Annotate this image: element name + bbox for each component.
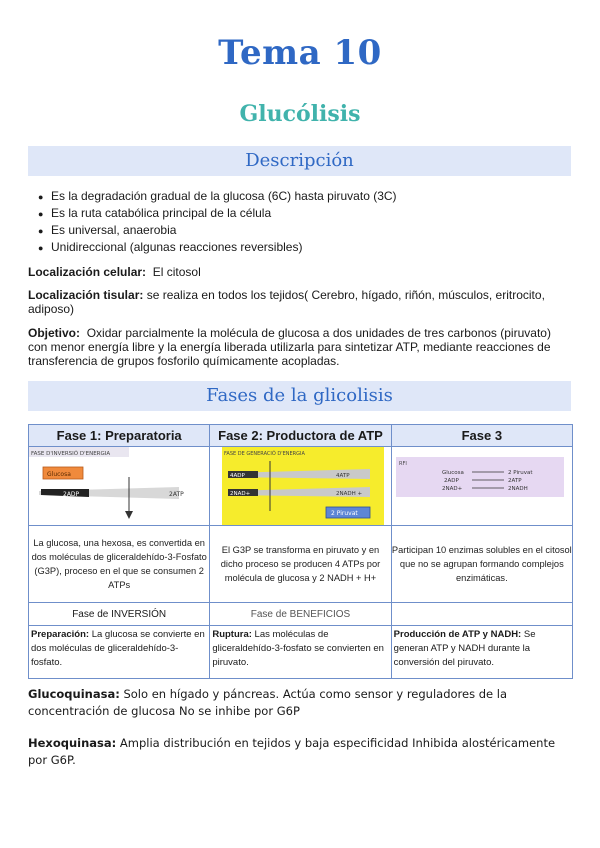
hexoquinasa: Hexoquinasa: Amplia distribución en tejidos y baja especificidad Inhibida alostéricamente por G6P. [28,736,556,767]
list-item: ● Es la degradación gradual de la glucosa (6C) hasta piruvato (3C) [38,188,397,205]
fase1-description: La glucosa, una hexosa, es convertida en dos moléculas de gliceraldehído-3-Fosfato (G3P), proceso en el que se consumen 2 ATPs [29,526,210,603]
descripcion-bullet-list [38,188,397,256]
fase2-diagram [210,447,391,526]
column-header-fase2: Fase 2: Productora de ATP [210,425,391,447]
fase1-atp-label: 2ATP [169,491,184,498]
bullet-icon: ● [38,192,44,202]
fase3-glucosa-label: Glucosa [441,470,464,476]
localizacion-celular: Localización celular: El citosol [28,265,201,279]
fase2-adp-label: 4ADP [230,473,246,479]
fase1-summary: Preparación: La glucosa se convierte en dos moléculas de gliceraldehído-3-fosfato. [29,626,210,679]
fase3-description: Participan 10 enzimas solubles en el citosol que no se agrupan formando complejos enzimáticas. [391,526,572,603]
page-title: Tema 10 [218,33,382,73]
fases-heading: Fases de la glicolisis [28,381,571,411]
bullet-icon: ● [38,243,44,253]
fase3-diagram-label: RFI [398,461,407,467]
fase2-type: Fase de BENEFICIOS [210,603,391,626]
list-item: ● Es universal, anaerobia [38,222,397,239]
fases-table [28,424,573,679]
bullet-icon: ● [38,209,44,219]
fase3-diagram [391,447,572,526]
fase1-diagram [29,447,210,526]
page-subtitle: Glucólisis [239,101,361,127]
fase2-atp-label: 4ATP [336,473,350,479]
fase3-piruvat-label: 2 Piruvat [507,470,533,476]
fase1-glucosa-label: Glucosa [47,471,71,478]
fase1-adp-label: 2ADP [63,491,80,498]
fase2-description: El G3P se transforma en piruvato y en dicho proceso se producen 4 ATPs por molécula de glucosa y 2 NADH + H+ [210,526,391,603]
fase2-nad-label: 2NAD+ [230,491,251,497]
fase3-atp-label: 2ATP [507,478,522,484]
fase2-nadh-label: 2NADH + [336,491,363,497]
objetivo: Objetivo: Oxidar parcialmente la molécula de glucosa a dos unidades de tres carbonos (piruvato) con menor energía libre y la energía liberada utilizarla para sintetizar ATP, mediante reacciones de transferencia de grupos fosforilo químicamente acopladas. [28,326,551,368]
column-header-fase3: Fase 3 [391,425,572,447]
fase3-type [391,603,572,626]
descripcion-heading: Descripción [28,146,571,176]
fase1-type: Fase de INVERSIÓN [29,603,210,626]
fase2-diagram-label: FASE DE GENERACIÓ D'ENERGIA [224,451,306,457]
fase1-diagram-label: FASE D'INVERSIÓ D'ENERGIA [31,451,111,457]
glucoquinasa: Glucoquinasa: Solo en hígado y páncreas. Actúa como sensor y reguladores de la concentración de glucosa No se inhibe por G6P [28,687,508,718]
fase2-summary: Ruptura: Las moléculas de gliceraldehído-3-fosfato se convierten en piruvato. [210,626,391,679]
bullet-icon: ● [38,226,44,236]
fase3-nadh-label: 2NADH [507,486,528,492]
list-item: ● Unidireccional (algunas reacciones reversibles) [38,239,397,256]
list-item: ● Es la ruta catabólica principal de la célula [38,205,397,222]
fase3-summary: Producción de ATP y NADH: Se generan ATP y NADH durante la conversión del piruvato. [391,626,572,679]
fase2-piruvat-label: 2 Piruvat [331,510,359,517]
fase3-adp-label: 2ADP [443,478,459,484]
column-header-fase1: Fase 1: Preparatoria [29,425,210,447]
localizacion-tisular: Localización tisular: se realiza en todos los tejidos( Cerebro, hígado, riñón, músculos, eritrocito, adiposo) [28,288,545,316]
fase3-nad-label: 2NAD+ [441,486,462,492]
